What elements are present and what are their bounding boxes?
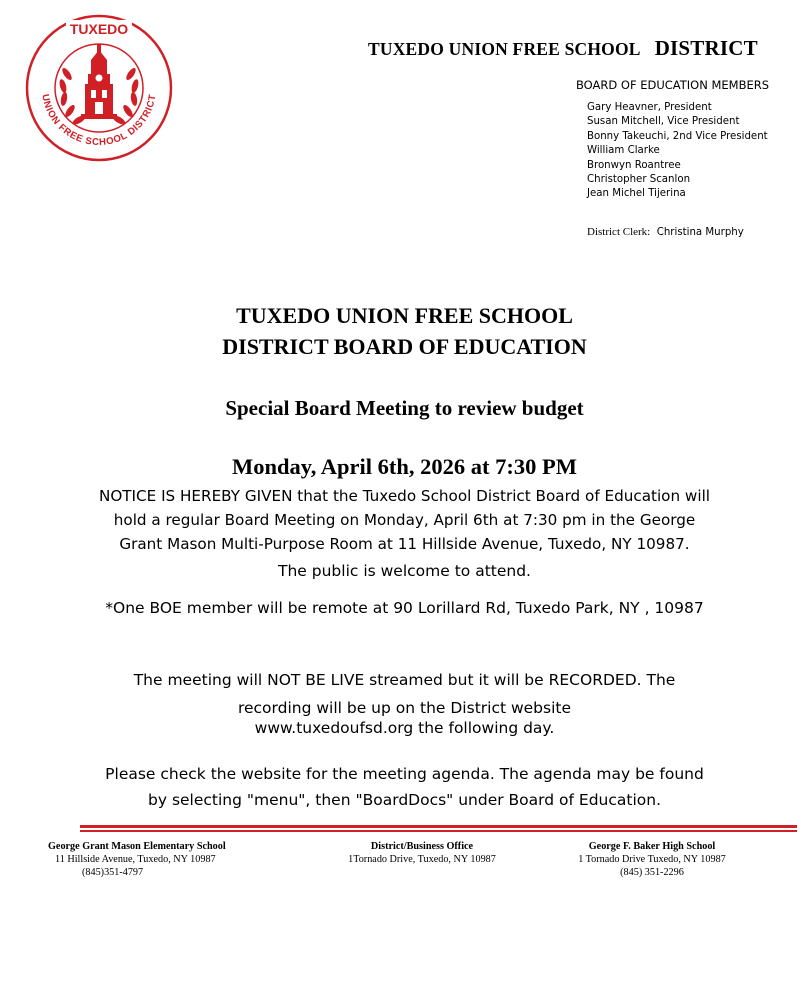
- office-phone: (845)351-4797: [82, 867, 144, 878]
- board-members-list: [587, 101, 768, 202]
- board-member: Bonny Takeuchi, 2nd Vice President: [587, 130, 768, 142]
- office-address: 1Tornado Drive, Tuxedo, NY 10987: [348, 854, 496, 865]
- district-header-title: [368, 36, 758, 61]
- notice-body-line: Grant Mason Multi-Purpose Room at 11 Hillside Avenue, Tuxedo, NY 10987.: [119, 535, 690, 553]
- header-title-district: DISTRICT: [654, 36, 758, 60]
- header-title-text: TUXEDO UNION FREE SCHOOL: [368, 39, 641, 59]
- office-address: 1 Tornado Drive Tuxedo, NY 10987: [578, 854, 726, 865]
- office-phone: (845) 351-2296: [620, 867, 684, 878]
- footer-office-elementary: [48, 840, 226, 879]
- board-member: Gary Heavner, President: [587, 102, 712, 113]
- notice-title-line-2: DISTRICT BOARD OF EDUCATION: [222, 334, 587, 359]
- board-member: Bronwyn Roantree: [587, 159, 681, 171]
- stream-notice-line: recording will be up on the District website: [237, 699, 572, 717]
- footer-rule: [80, 825, 797, 828]
- board-members-heading: BOARD OF EDUCATION MEMBERS: [576, 78, 770, 92]
- meeting-date: Monday, April 6th, 2026 at 7:30 PM: [231, 454, 577, 479]
- office-name: George F. Baker High School: [588, 841, 716, 852]
- board-member: Susan Mitchell, Vice President: [587, 116, 740, 128]
- office-name: George Grant Mason Elementary School: [48, 841, 226, 852]
- agenda-notice-line: Please check the website for the meeting agenda. The agenda may be found: [105, 765, 704, 783]
- footer-rule: [80, 830, 797, 832]
- office-address: 11 Hillside Avenue, Tuxedo, NY 10987: [55, 854, 216, 865]
- clerk-label: District Clerk:: [587, 226, 651, 238]
- board-member: William Clarke: [587, 145, 660, 157]
- notice-body-line: NOTICE IS HEREBY GIVEN that the Tuxedo School District Board of Education will: [98, 487, 711, 505]
- agenda-notice-line: by selecting "menu", then "BoardDocs" under Board of Education.: [148, 791, 661, 809]
- stream-notice-line: The meeting will NOT BE LIVE streamed but it will be RECORDED. The: [133, 671, 676, 689]
- notice-body-line: The public is welcome to attend.: [278, 562, 531, 580]
- stream-notice-line: www.tuxedoufsd.org the following day.: [254, 719, 555, 737]
- seal-top-text: TUXEDO: [69, 21, 129, 37]
- office-name: District/Business Office: [370, 841, 474, 852]
- notice-body-line: hold a regular Board Meeting on Monday, April 6th at 7:30 pm in the George: [113, 511, 696, 529]
- district-clerk: [587, 226, 744, 238]
- board-member: Christopher Scanlon: [587, 174, 691, 186]
- remote-member-note: *One BOE member will be remote at 90 Lorillard Rd, Tuxedo Park, NY , 10987: [105, 599, 704, 617]
- notice-title-line-1: TUXEDO UNION FREE SCHOOL: [236, 303, 573, 328]
- meeting-subtitle: Special Board Meeting to review budget: [225, 396, 584, 420]
- clerk-name: Christina Murphy: [656, 227, 744, 238]
- footer-office-district: [331, 840, 513, 866]
- seal-ring-text: UNION FREE SCHOOL DISTRICT: [39, 93, 159, 149]
- footer-office-highschool: [566, 840, 738, 879]
- district-seal-logo: [25, 14, 173, 162]
- board-member: Jean Michel Tijerina: [587, 188, 686, 200]
